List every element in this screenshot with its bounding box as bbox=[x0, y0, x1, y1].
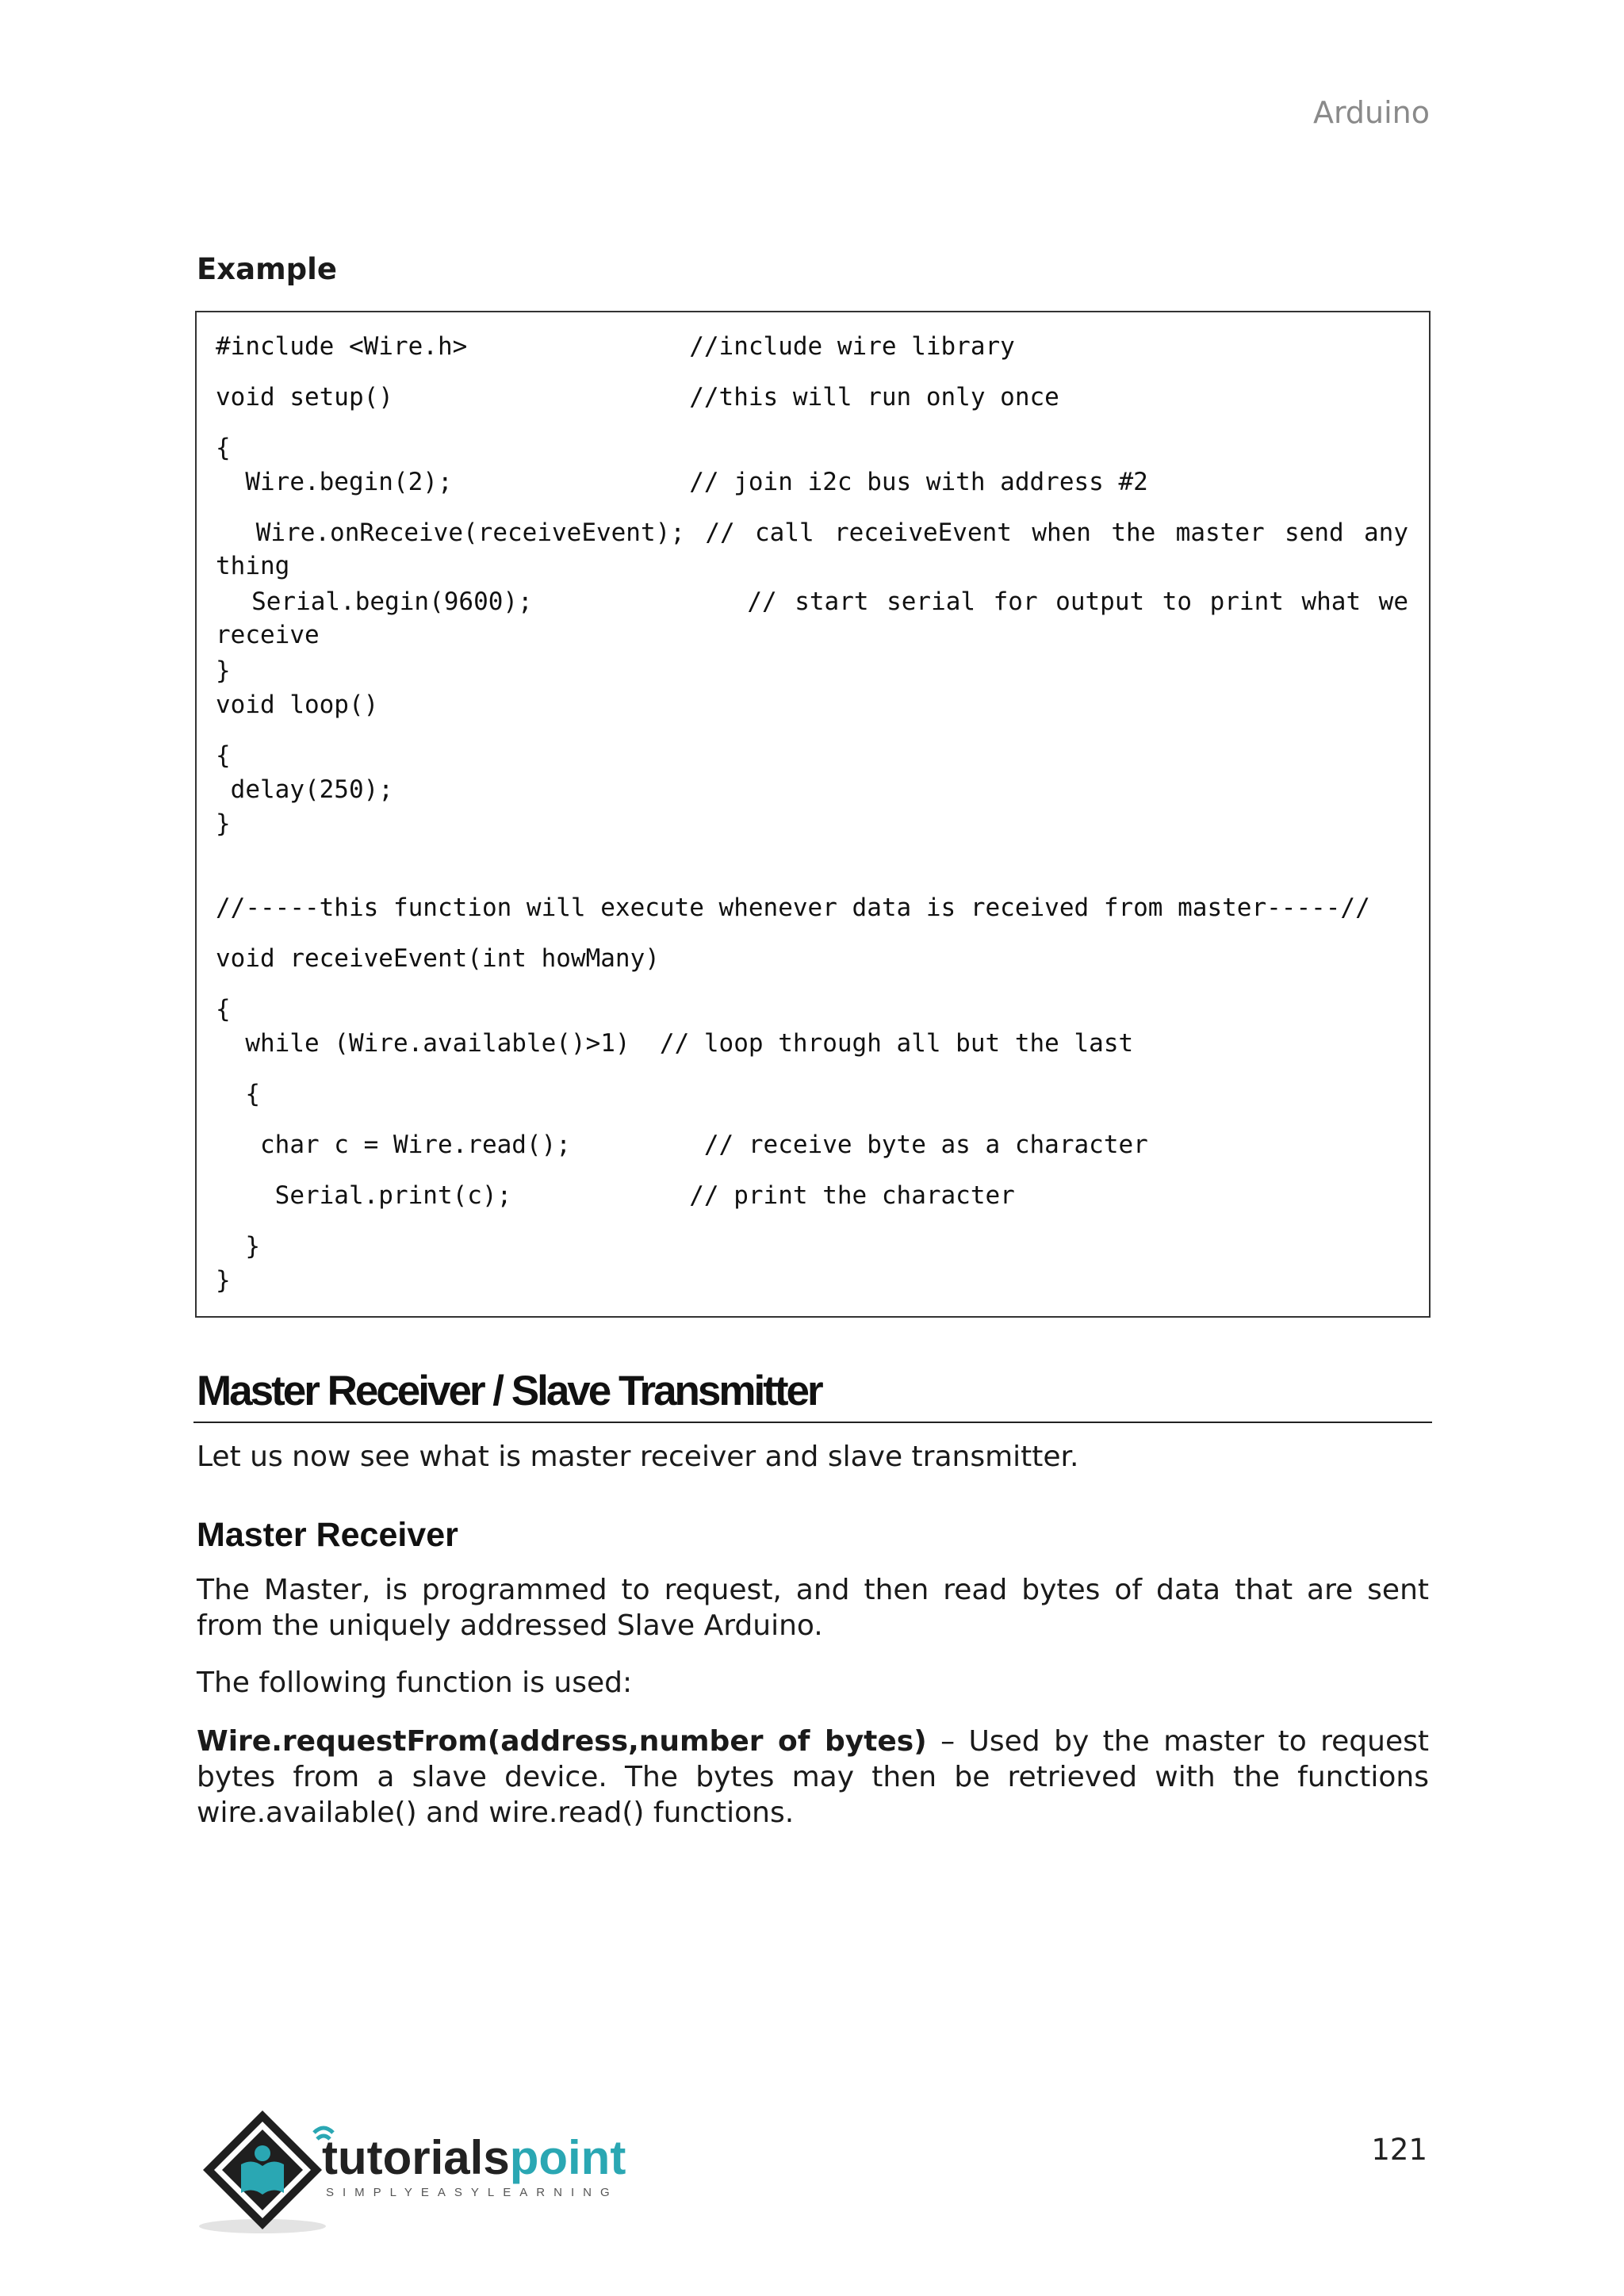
code-line: char c = Wire.read(); // receive byte as a character bbox=[216, 1131, 1148, 1159]
code-line: } bbox=[216, 1266, 231, 1295]
function-text: – Used by the master to request bytes from a slave device. The bytes may then be retrieved with the functions wire.available() and wire.read() functions. bbox=[197, 1725, 1429, 1829]
code-line: void loop() bbox=[216, 691, 379, 719]
code-line: #include <Wire.h> //include wire library bbox=[216, 332, 1015, 361]
code-line: { bbox=[216, 741, 231, 770]
code-line: while (Wire.available()>1) // loop through all but the last bbox=[216, 1029, 1134, 1058]
paragraph-function-description bbox=[197, 1724, 1429, 1831]
tutorialspoint-logo bbox=[195, 2101, 639, 2236]
logo-text-tutorials: tutorials bbox=[322, 2131, 510, 2184]
code-line: Wire.onReceive(receiveEvent); // call receiveEvent when the master send any thing bbox=[216, 519, 1423, 580]
running-header: Arduino bbox=[1312, 95, 1430, 130]
paragraph-master-description: The Master, is programmed to request, and then read bytes of data that are sent from the uniquely addressed Slave Arduino. bbox=[197, 1574, 1429, 1642]
code-line: { bbox=[216, 434, 231, 462]
code-line: Serial.begin(9600); // start serial for output to print what we receive bbox=[216, 587, 1423, 649]
code-line: void setup() //this will run only once bbox=[216, 383, 1059, 411]
subheading-master-receiver: Master Receiver bbox=[197, 1516, 458, 1554]
section-divider bbox=[193, 1422, 1432, 1423]
section-title: Master Receiver / Slave Transmitter bbox=[197, 1368, 822, 1414]
code-line: Wire.begin(2); // join i2c bus with address #2 bbox=[216, 468, 1148, 496]
code-line: { bbox=[216, 995, 231, 1024]
code-line: delay(250); bbox=[216, 775, 393, 804]
code-line: Serial.print(c); // print the character bbox=[216, 1181, 1015, 1210]
example-label: Example bbox=[197, 252, 337, 286]
code-line: //-----this function will execute whenever data is received from master-----// bbox=[216, 894, 1370, 922]
code-line: { bbox=[216, 1080, 260, 1108]
code-line: void receiveEvent(int howMany) bbox=[216, 944, 660, 973]
section-intro: Let us now see what is master receiver and slave transmitter. bbox=[197, 1441, 1079, 1473]
page-number: 121 bbox=[1371, 2133, 1427, 2167]
logo-text-point: point bbox=[509, 2131, 626, 2184]
code-line: } bbox=[216, 656, 231, 685]
code-block bbox=[195, 311, 1431, 1318]
logo-graphic bbox=[195, 2101, 639, 2236]
logo-tagline: SIMPLYEASYLEARNING bbox=[326, 2186, 619, 2199]
code-line: } bbox=[216, 809, 231, 838]
code-line: } bbox=[216, 1232, 260, 1261]
function-name: Wire.requestFrom(address,number of bytes) bbox=[197, 1725, 927, 1758]
paragraph-function-intro: The following function is used: bbox=[197, 1667, 633, 1699]
